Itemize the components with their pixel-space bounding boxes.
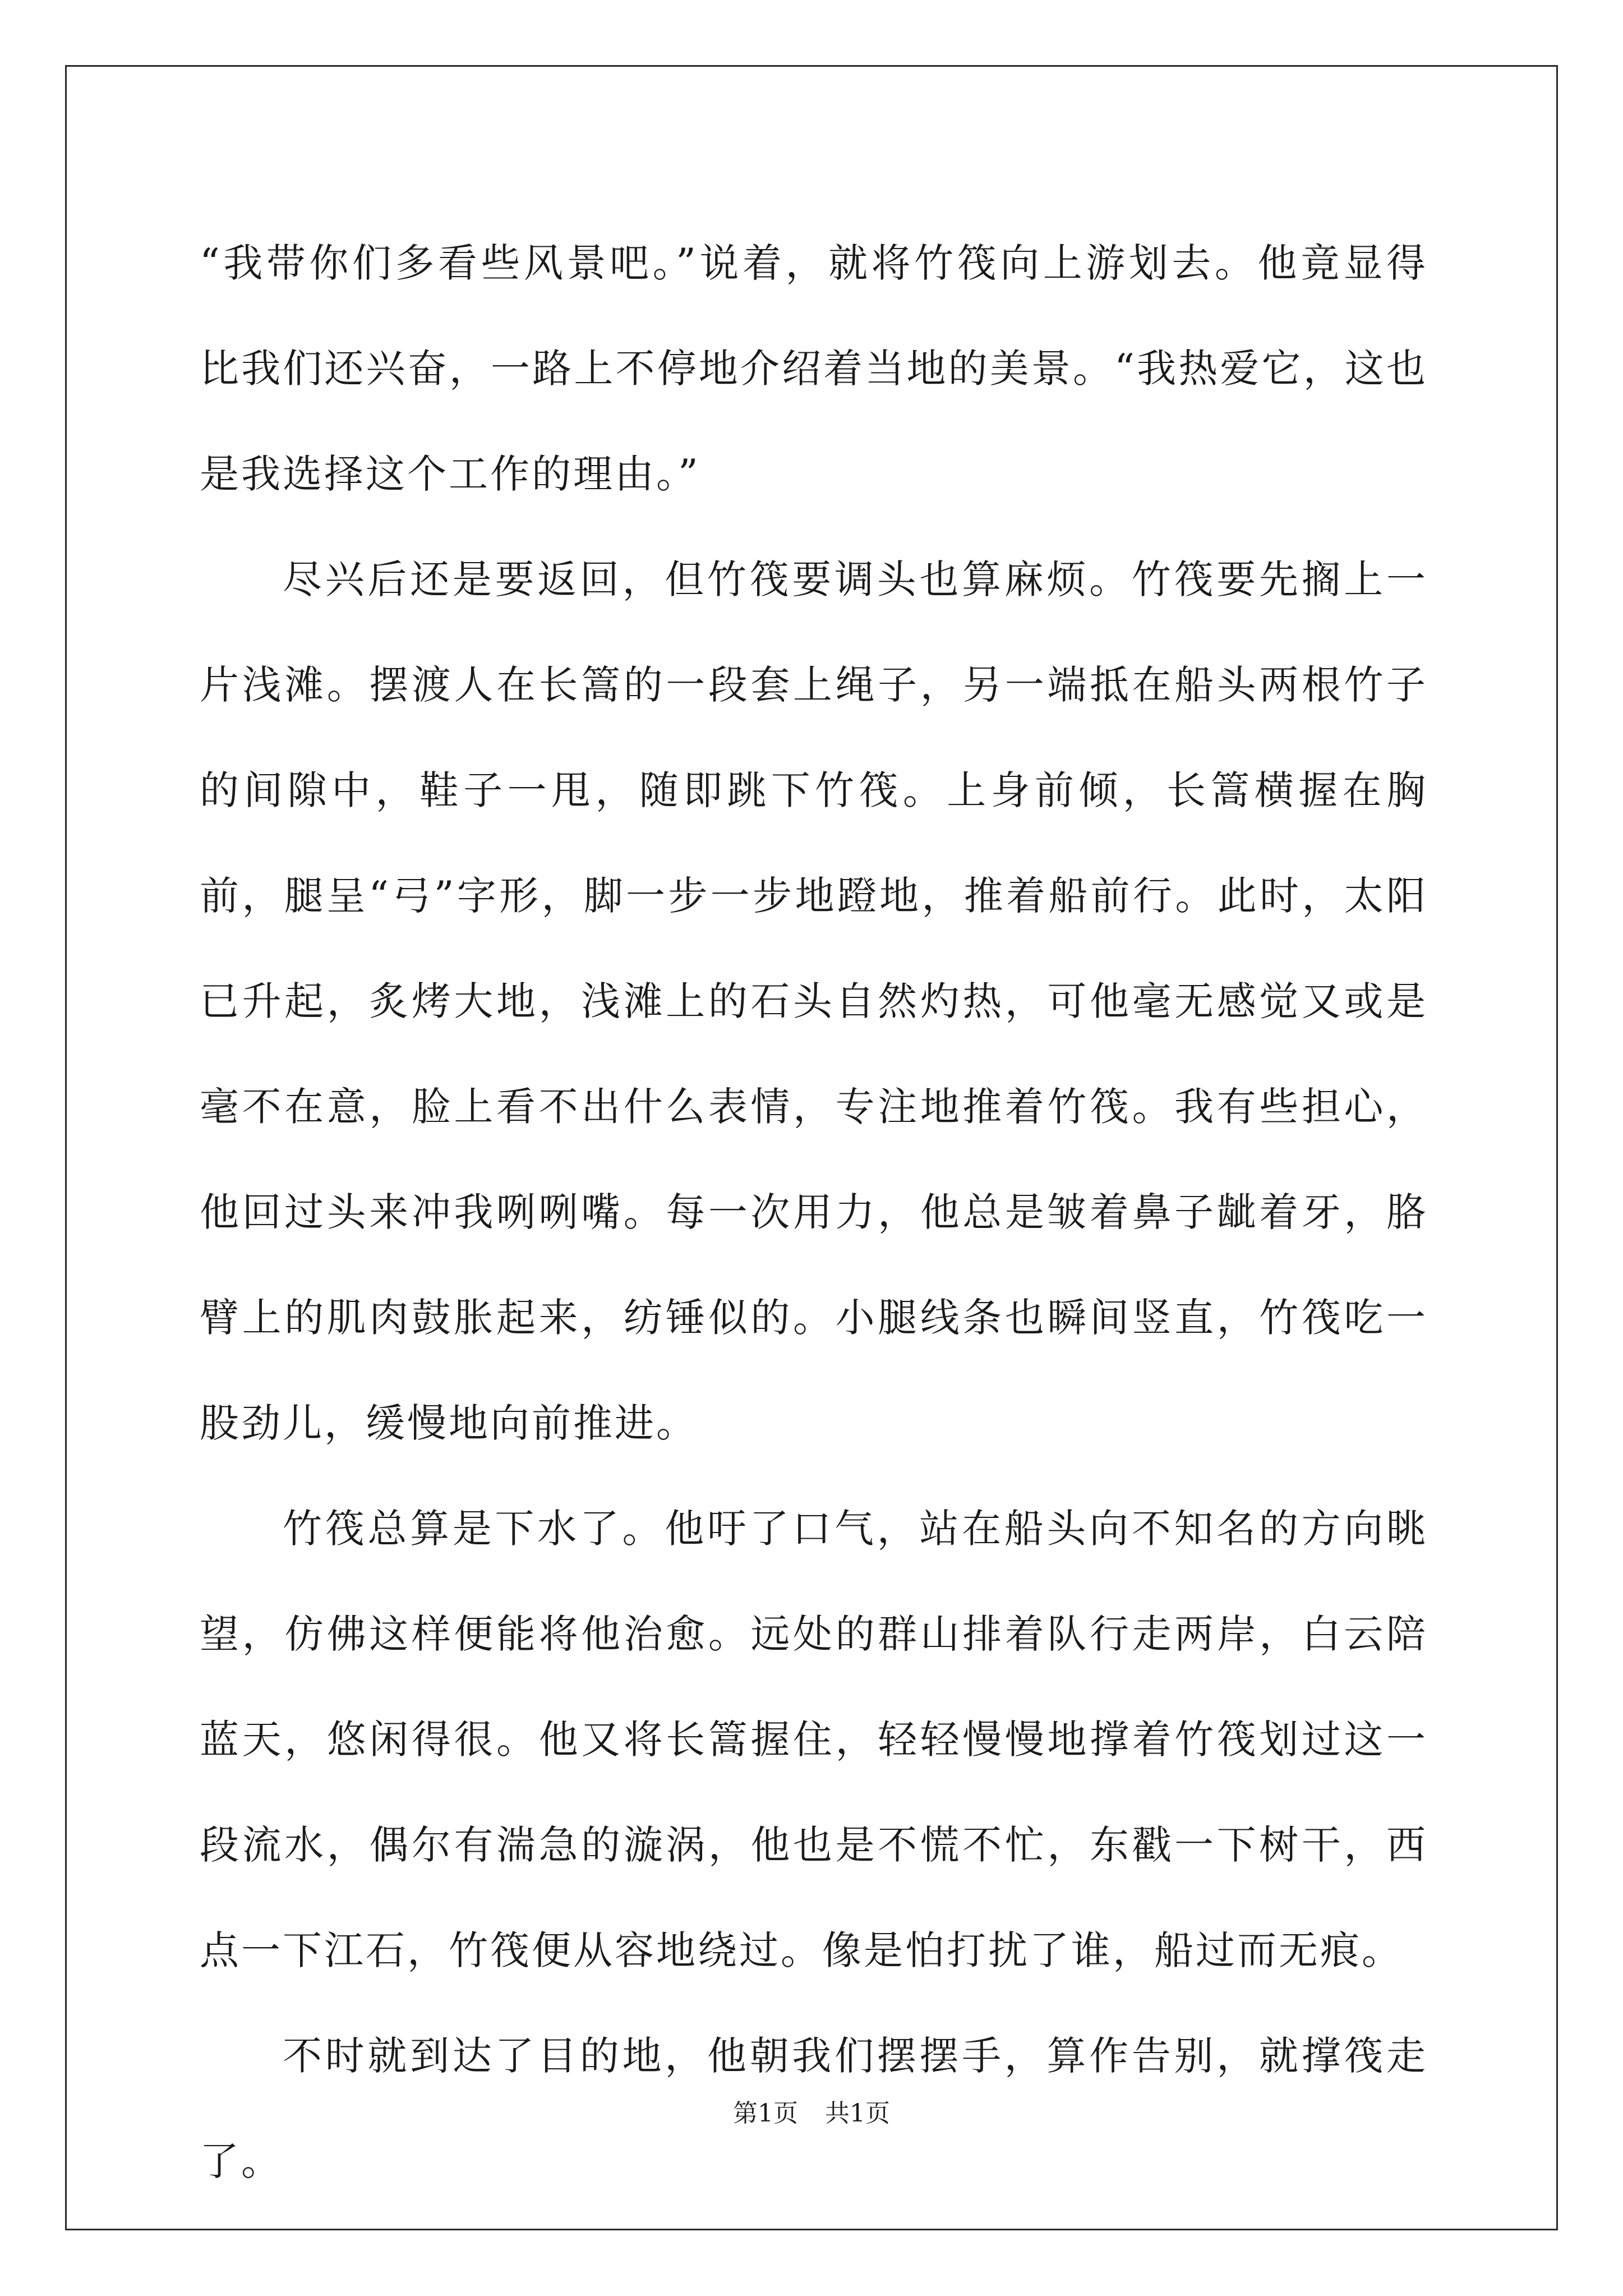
page-total: 共1页 bbox=[825, 2099, 890, 2128]
paragraph-3: 竹筏总算是下水了。他吁了口气，站在船头向不知名的方向眺望，仿佛这样便能将他治愈。远处的群山排着队行走两岸，白云陪蓝天，悠闲得很。他又将长篙握住，轻轻慢慢地撑着竹筏划过这一段流水，偶尔有湍急的漩涡，他也是不慌不忙，东戳一下树干，西点一下江石，竹筏便从容地绕过。像是怕打扰了谁，船过而无痕。 bbox=[200, 1506, 1428, 1973]
paragraph-2: 尽兴后还是要返回，但竹筏要调头也算麻烦。竹筏要先搁上一片浅滩。摆渡人在长篙的一段套上绳子，另一端抵在船头两根竹子的间隙中，鞋子一甩，随即跳下竹筏。上身前倾，长篙横握在胸前，腿呈“弓”字形，脚一步一步地蹬地，推着船前行。此时，太阳已升起，炙烤大地，浅滩上的石头自然灼热，可他毫无感觉又或是毫不在意，脸上看不出什么表情，专注地推着竹筏。我有些担心，他回过头来冲我咧咧嘴。每一次用力，他总是皱着鼻子龇着牙，胳臂上的肌肉鼓胀起来，纺锤似的。小腿线条也瞬间竖直，竹筏吃一股劲儿，缓慢地向前推进。 bbox=[200, 556, 1428, 1446]
page-footer bbox=[0, 2097, 1623, 2131]
paragraph-1: “我带你们多看些风景吧。”说着，就将竹筏向上游划去。他竟显得比我们还兴奋，一路上不停地介绍着当地的美景。“我热爱它，这也是我选择这个工作的理由。” bbox=[200, 240, 1428, 497]
document-body bbox=[200, 210, 1428, 2214]
paragraph-4: 不时就到达了目的地，他朝我们摆摆手，算作告别，就撑筏走了。 bbox=[200, 2033, 1428, 2184]
page-number: 第1页 bbox=[733, 2099, 798, 2128]
